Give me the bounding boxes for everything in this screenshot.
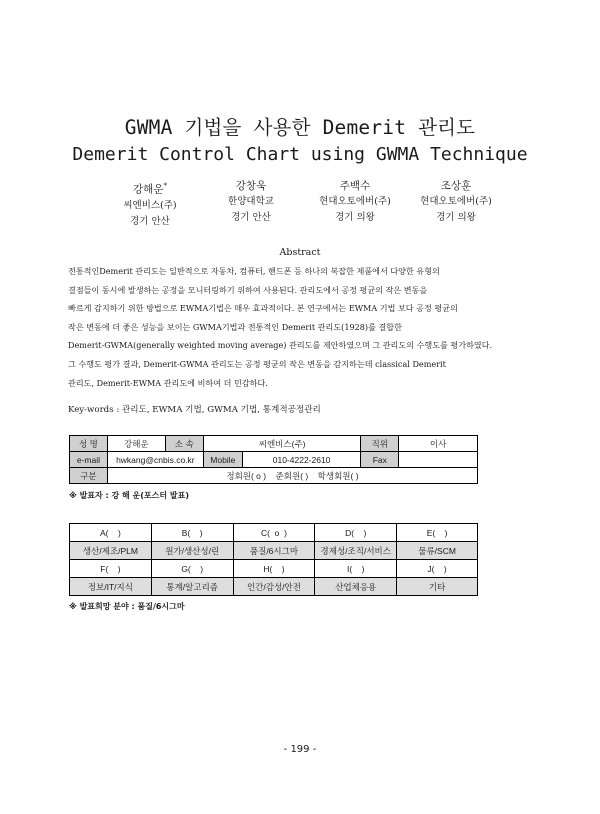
- email-label: e-mail: [70, 452, 108, 468]
- field-code: D( ): [315, 524, 397, 542]
- author-name: 조상훈: [440, 180, 472, 192]
- field-name-row: [70, 578, 478, 596]
- author-affiliation: 씨엔비스(주): [123, 199, 177, 211]
- field-code: G( ): [151, 560, 233, 578]
- field-name: 산업체응용: [315, 578, 397, 596]
- author-name: 강창욱: [235, 180, 267, 192]
- author-1: [95, 178, 205, 230]
- field-code: J( ): [397, 560, 478, 578]
- mobile-cell: [203, 452, 361, 468]
- field-code: E( ): [397, 524, 478, 542]
- organization-label: 소 속: [165, 436, 203, 452]
- field-name: 물류/SCM: [397, 542, 478, 560]
- position-label: 직위: [361, 436, 399, 452]
- abstract-body: [68, 262, 531, 392]
- email-value: hwkang@cnbis.co.kr: [107, 452, 203, 468]
- author-location: 경기 안산: [130, 215, 170, 227]
- field-name: 기타: [397, 578, 478, 596]
- abstract-line: 작은 변동에 더 좋은 성능을 보이는 GWMA기법과 전통적인 Demerit 관리도(1928)를 결합한: [68, 321, 402, 332]
- mobile-label: Mobile: [204, 452, 243, 467]
- field-code: F( ): [70, 560, 152, 578]
- abstract-line: 그 수행도 평가 결과, Demerit-GWMA 관리도는 공정 평균의 작은 변동을 감지하는데 classical Demerit: [68, 358, 446, 369]
- abstract-heading: Abstract: [279, 247, 321, 258]
- author-4: [401, 178, 511, 226]
- abstract-line: 관리도, Demerit-EWMA 관리도에 비하여 더 민감하다.: [68, 377, 268, 388]
- field-code: A( ): [70, 524, 152, 542]
- field-name: 통계/알고리즘: [151, 578, 233, 596]
- field-name: 경제성/조직/서비스: [315, 542, 397, 560]
- fax-label: Fax: [361, 452, 399, 468]
- abstract-line: 결점들이 동시에 발생하는 공정을 모니터링하기 위하여 사용된다. 관리도에서 공정 평균의 작은 변동을: [68, 284, 428, 295]
- paper-title-english: Demerit Control Chart using GWMA Technique: [72, 144, 528, 165]
- author-2: [196, 178, 306, 226]
- keywords: Key-words : 관리도, EWMA 기법, GWMA 기법, 통계적공정관리: [68, 405, 321, 415]
- field-code: B( ): [151, 524, 233, 542]
- field-table: [69, 523, 478, 596]
- author-3: [300, 178, 410, 226]
- field-name: 정보/IT/지식: [70, 578, 152, 596]
- membership-value: 정회원( o ) 준회원( ) 학생회원( ): [107, 468, 477, 484]
- author-name: 주백수: [339, 180, 371, 192]
- author-location: 경기 의왕: [436, 212, 476, 223]
- abstract-line: 전통적인Demerit 관리도는 일반적으로 자동차, 컴퓨터, 핸드폰 등 하나의 복잡한 제품에서 다양한 유형의: [68, 266, 440, 276]
- field-code: H( ): [233, 560, 315, 578]
- organization-value: 씨엔비스(주): [203, 436, 361, 452]
- name-label: 성 명: [70, 436, 108, 452]
- mobile-value: 010-4222-2610: [272, 454, 331, 465]
- author-info-table: [69, 435, 478, 484]
- author-name: 강해운: [133, 183, 164, 196]
- author-marker: *: [163, 182, 167, 190]
- page-number: - 199 -: [283, 744, 317, 755]
- author-affiliation: 현대오토에버(주): [319, 196, 391, 207]
- field-code: I( ): [315, 560, 397, 578]
- abstract-line: Demerit-GWMA(generally weighted moving average) 관리도를 제안하였으며 그 관리도의 수행도를 평가하였다.: [68, 340, 493, 351]
- field-name: 생산/제조/PLM: [70, 542, 152, 560]
- author-affiliation: 한양대학교: [228, 196, 274, 207]
- field-name: 품질/6시그마: [233, 542, 315, 560]
- field-name: 원가/생산성/린: [151, 542, 233, 560]
- author-location: 경기 안산: [231, 212, 271, 223]
- field-code: C( o ): [233, 524, 315, 542]
- field-code-row: [70, 524, 478, 542]
- position-value: 이사: [399, 436, 478, 452]
- author-location: 경기 의왕: [335, 212, 375, 223]
- membership-label: 구분: [70, 468, 108, 484]
- abstract-line: 빠르게 감지하기 위한 방법으로 EWMA기법은 매우 효과적이다. 본 연구에서는 EWMA 기법 보다 공정 평균의: [68, 303, 458, 314]
- fax-value: [399, 452, 478, 468]
- paper-title-korean: GWMA 기법을 사용한 Demerit 관리도: [124, 116, 476, 139]
- field-name-row: [70, 542, 478, 560]
- name-value: 강해운: [107, 436, 165, 452]
- field-note: ※ 발표희망 분야 : 품질/6시그마: [69, 602, 185, 611]
- field-code-row: [70, 560, 478, 578]
- author-affiliation: 현대오토에버(주): [420, 196, 492, 207]
- field-name: 인간/감성/안전: [233, 578, 315, 596]
- presenter-note: ※ 발표자 : 강 해 운(포스터 발표): [69, 491, 190, 500]
